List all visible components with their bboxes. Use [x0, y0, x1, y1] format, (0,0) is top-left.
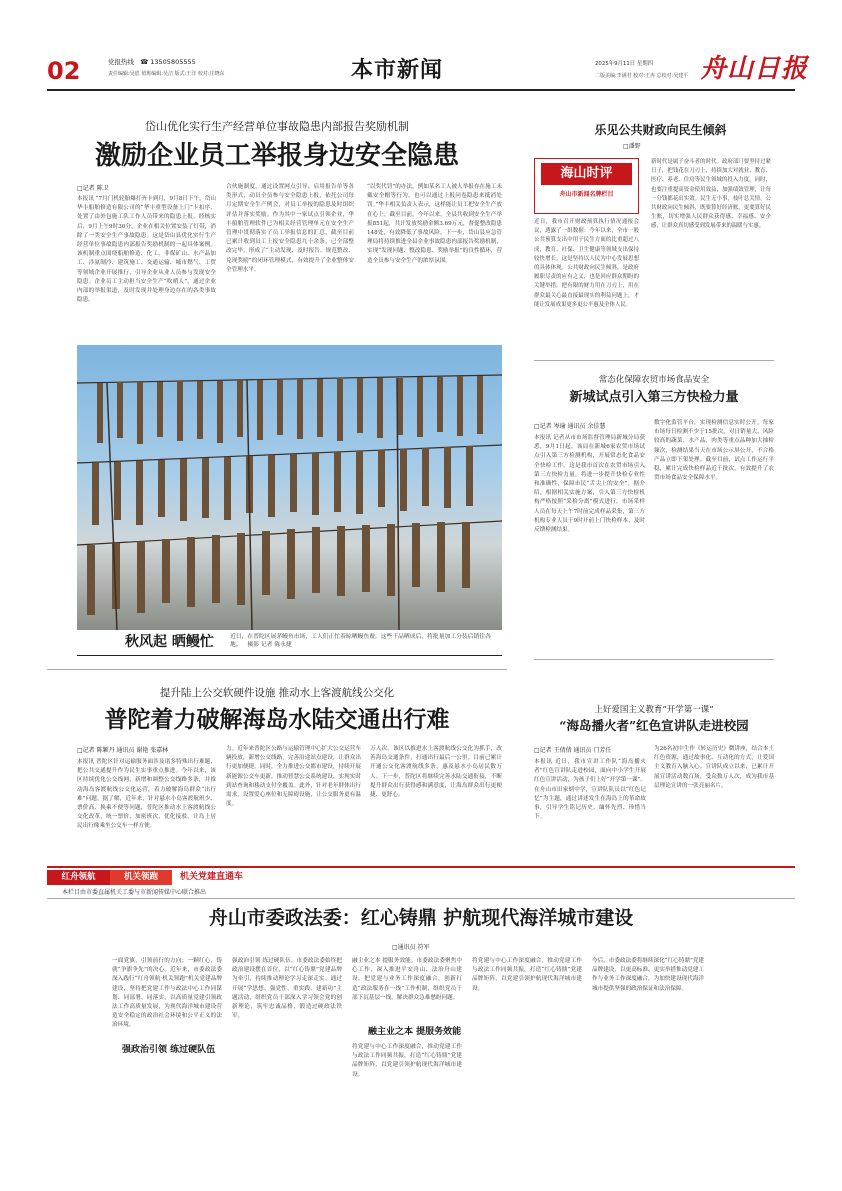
patriot-body-col2: 为26名初中生作《转运历史》微讲座，结合本土红色资源，通过故事化、互动化的方式，让爱国主义教育入脑入心。宣讲队成立以来，已累计开展宣讲活动数百场，受众数万人次，成为我市基层理论宣讲的一张亮丽名片。 [654, 746, 774, 789]
phone-number: 13505805555 [150, 58, 196, 66]
ferry-kicker: 提升陆上公交软硬件设施 推动水上客渡航线公交化 [159, 687, 395, 699]
section-title: 本市新闻 [351, 57, 444, 83]
phone-label: 党报热线 [108, 58, 134, 66]
politics-body-col1: 一面党旗，引领前行的方向；一颗红心，铸就“争旗争先”的决心。近年来，市委政法委深入践行“红舟领航·机关领跑”机关党建品牌建设，坚持把党建工作与政法中心工作同谋划、同部署、同落实，以高质量党建引领政法工作高质量发展，为现代海洋城市建设营造安全稳定的政治社会环境和公平正义的法治环境。 [112, 958, 222, 1029]
staff-line: 二版美编:李满君 校对:王冉 总校对:吴建平 [595, 73, 689, 79]
lead-body-col1: 本报讯 “7月门机轮胎爆打齐卡到月，9月8日下午，岱山华丰船舶修造有限公司的“华丰重型设备上门”卡扣序，处置了由外包施工队工作人员带来的隐患上报。经核实后，9月上午9时30分，企业在相关位置安装了灯带，消除了一类安全生产事故隐患。这是岱山县优化实行生产经营单位事故隐患内部报告奖励机制的一起具体案例。该机制重点围绕船舶修造、化工、非煤矿山、水产品加工、涉氨制冷、建筑施工、交通运输、城市燃气、工贸等领域企业开展推行，引导企业从业人员参与发现安全隐患。企业员工主动担当安全生产“吹哨人”，通过企业内部的举报渠道，及时发现并处理身边存在的各类事故隐患。 [77, 196, 216, 304]
masthead-rule [47, 89, 795, 91]
finance-byline: □潘野 [623, 143, 641, 150]
food-byline: □记者 岑瑜 通讯员 余佳慧 [534, 423, 606, 430]
ferry-headline: 普陀着力破解海岛水陆交通出行难 [104, 707, 450, 733]
ferry-byline: □记者 陈颖丹 通讯员 谢艳 张嘉林 [77, 747, 169, 754]
politics-subhead-2: 融主业之本 提服务效能 [368, 1027, 462, 1037]
lead-body-col3: “以奖代罚”的办法，例如某名工人被人举报存在施工未戴安全帽等行为，也可以通过上报问卷隐患来抵消处罚。”华丰相关负责人表示，这样能让员工把安全生产放在心上。截至目前，今年以来，全县共收到安全生产举报851起，共计发放奖励金额3.69万元，督促整改隐患148处，有效降低了事故风险。下一步，岱山县应急管理局将持续推进全县企业事故隐患内部报告奖励机制，实现“发现问题、整改隐患、奖励举报”的良性循环，营造全员参与安全生产的浓厚氛围。 [367, 184, 502, 264]
column-logo-subtitle: 舟山市新闻名牌栏目 [559, 191, 614, 198]
ferry-body-col3: 万人次。该区以推进水上客渡航线公交化为抓手，改善海岛交通条件，打通出行最后一公里。目前已累计开通公交化客渡航线多条，惠及悬水小岛居民数万人。下一步，普陀区将继续完善水陆交通衔接，不断提升群众出行获得感和满意度，让海岛群众出行更便捷、更舒心。 [370, 746, 502, 799]
patriot-headline: “海岛播火者”红色宣讲队走进校园 [559, 718, 749, 733]
editor-line: 责任编辑:吴恩 值班编辑:吴洁 版式:王洋 校对:庄晓东 [108, 71, 225, 77]
eel-drying-photo [77, 345, 502, 630]
lead-headline: 激励企业员工举报身边安全隐患 [94, 141, 459, 171]
politics-body-col5: 今后，市委政法委将继续深化“红心铸鼎”党建品牌建设，以更高标准、更实举措推动党建工作与业务工作深度融合，为加快建设现代海洋城市提供坚强的政治保证和法治保障。 [592, 958, 704, 992]
finance-headline: 乐见公共财政向民生倾斜 [594, 123, 727, 137]
politics-headline: 舟山市委政法委：红心铸鼎 护航现代海洋城市建设 [208, 907, 634, 929]
ferry-divider [47, 669, 507, 670]
phone-block [108, 58, 196, 67]
finance-body-col2: 新时代是属于奋斗者的时代。政府部门要坚持过紧日子，把钱花在刀刃上，持续加大对就业、教育、医疗、养老、住房等民生领域的投入力度。同时，也要注重提高资金使用效益，加强绩效管理，让每一分钱都花出实效。民生无小事，枝叶总关情。公共财政向民生倾斜，既要算好经济账，更要算好民生账，切实增强人民群众获得感、幸福感、安全感，让群众真切感受到发展带来的温暖与实惠。 [651, 159, 771, 230]
food-body-col2: 数字化监管平台，实现检测信息实时公开。每家市场每日检测不少于15批次，对日销量大、风险较高的蔬菜、水产品、肉类等重点品种加大抽检频次，检测结果当天在市场公示屏公开，不合格产品立即下架处理。截至目前，试点工作运行平稳，累计完成快检样品近千批次，有效提升了农贸市场食品安全保障水平。 [654, 420, 774, 482]
finance-divider [534, 360, 774, 361]
photo-title: 秋风起 晒鳗忙 [125, 634, 214, 650]
politics-body-col3b: 将党建与中心工作深度融合，推动党建工作与政法工作同频共振，打造“红心铸鼎”党建品牌矩阵，以党建引领护航现代海洋城市建设。 [352, 1044, 462, 1078]
issue-date: 2025年9月11日 星期四 [595, 61, 654, 67]
photo-caption-text: 近日，在普陀区展茅鳗鱼市场，工人们正忙着晾晒鳗鱼鲞。这些干品晒成后，将批量加工分装后销往各地。 [230, 634, 491, 649]
banner-rule [47, 866, 795, 868]
banner-under-rule [47, 898, 795, 899]
photo-caption-bar [77, 630, 502, 656]
lead-body-col2: 合伙施制度，通过设置网点引导、启用报告单等各类形式，动员全员参与安全隐患上报，依托公司每月定期安全生产例会，对员工举报的隐患及时组织评估并落实奖励。作为其中一家试点引领企业，华丰船舶管理软件已为相关经营管理单元在安全生产管理中贯彻落实了员工举报信息的汇总，截至目前已累计收到员工上报安全隐患九十余条，已全部整改完毕，形成了“主动发现、及时报告、规范整改、兑现奖励”的闭环管理模式，有效提升了企业整体安全管理水平。 [226, 184, 354, 273]
food-headline: 新城试点引入第三方快检力量 [569, 390, 739, 405]
banner-tag-red-boat: 红舟领航 [47, 870, 110, 885]
photo-illustration [77, 345, 502, 630]
patriot-body-col1: 本报讯 近日，我市宣讲工作队“海岛播火者”红色宣讲队走进校园，面向中小学生开展红色宣讲活动，为孩子们上好“开学第一课”。在舟山市田家炳中学，宣讲队队员以“红色记忆”为主题，通过讲述发生在海岛上的革命故事，引导学生铭记历史、缅怀先烈、珍惜当下。 [534, 759, 646, 821]
politics-body-col2: 强政治引领 练过硬队伍。市委政法委始终把政治建设摆在首位，以“红心铸鼎”党建品牌为牵引，持续推动理论学习走深走实。通过开展“学思想、强党性、重实践、建新功”主题活动，组织党员干部深入学习领会党的创新理论，筑牢忠诚品格，锻造过硬政法铁军。 [232, 958, 342, 1020]
politics-body-col4: 将党建与中心工作深度融合，推动党建工作与政法工作同频共振，打造“红心铸鼎”党建品牌矩阵，以党建引领护航现代海洋城市建设。 [472, 958, 582, 992]
page-number: 02 [47, 57, 81, 85]
lead-kicker: 岱山优化实行生产经营单位事故隐患内部报告奖励机制 [145, 120, 409, 133]
food-body-col1: 本报讯 记者从市市场监督管理局新城分局获悉，9月1日起，该局在新城6家农贸市场试点引入第三方检测机构，开展常态化食品安全快检工作。这是我市首次在农贸市场引入第三方快检力量，将进一步提升快检专业性和准确性，保障市民“舌尖上的安全”。据介绍，根据相关实施方案，引入第三方快检机构严格按照“采检分离”模式进行，市场采样人员在每天上午7时前完成样品采集，第三方机构专业人员于9时开前上门快检样本，及时反馈检测结果。 [534, 435, 645, 534]
photo-credit: 摄影 记者 陈永捷 [247, 642, 292, 649]
banner-tag-agency-lead: 机关领跑 [110, 870, 172, 885]
patriot-divider [534, 659, 774, 660]
politics-byline: □通讯员 符军 [392, 944, 430, 951]
ferry-body-col2: 力。近年来普陀区公路与运输管理中心扩大公交运营车辆投放，新增公交线路，完善沿途站点建设，让群众出行更加便捷。同时，全力推进公交都市建设，持续开展新能源公交车更新，推动智慧公交系统建设，实现实时到站查询和移动支付全覆盖。此外，针对老年群体出行需求，设置爱心座位和无障碍设施，让公交服务更有温度。 [226, 746, 361, 808]
patriot-kicker: 上好爱国主义教育“开学第一课” [594, 705, 714, 715]
food-kicker: 常态化保障农贸市场食品安全 [598, 375, 710, 385]
ferry-body-col1: 本报讯 普陀区针对运输服务面涉及诸多特殊出行难题，把公共交通提升作为民生实事重点推进。今年以来，该区持续优化公交线网，新增和调整公交线路多条，并推动海岛客渡航线公交化运营，着力破解海岛群众“出行难”问题。据了解，近年来，针对悬水小岛客渡航班少、票价高、换乘不便等问题，普陀区推动水上客渡航线公交化改革，统一票价、加密班次、优化接驳，让岛上居民出行像乘坐公交车一样方便。 [77, 759, 216, 830]
column-logo [534, 158, 639, 214]
politics-subhead-1: 强政治引领 练过硬队伍 [122, 1044, 218, 1056]
photo-caption [230, 633, 498, 650]
politics-body-col3a: 融主业之本 提服务效能。市委政法委聚焦中心工作，深入推进平安舟山、法治舟山建设，把党建与业务工作深度融合，创新打造“政法服务在一线”工作机制，组织党员干部下沉基层一线，解决群众急难愁盼问题。 [352, 958, 462, 1001]
column-logo-title: 海山时评 [541, 163, 632, 185]
brand-logo: 舟山日报 [700, 54, 809, 84]
patriot-byline: □记者 王倩倩 通讯员 门芳任 [534, 747, 612, 754]
banner-note: 本栏目由市委直属机关工委与市新闻传媒中心联合推出 [62, 889, 207, 896]
lead-byline: □记者 陈卫 [77, 185, 109, 192]
banner-column-title: 机关党建直通车 [180, 872, 244, 882]
finance-body-col1: 近日，我市召开财政预算执行情况通报会议，透露了一组数据：今年以来，全市一般公共预算支出中用于民生方面的比重超过八成，教育、社保、卫生健康等领域支出保持较快增长。这是坚持以人民为中心发展思想的具体体现。公共财政向民生倾斜，是政府履职尽责的应有之义，也是回应群众期盼的关键举措。把有限的财力用在刀刃上，用在群众最关心最直接最现实的利益问题上，才能让发展成果更多更公平惠及全体人民。 [534, 219, 639, 308]
phone-icon: ☎ [140, 58, 149, 66]
